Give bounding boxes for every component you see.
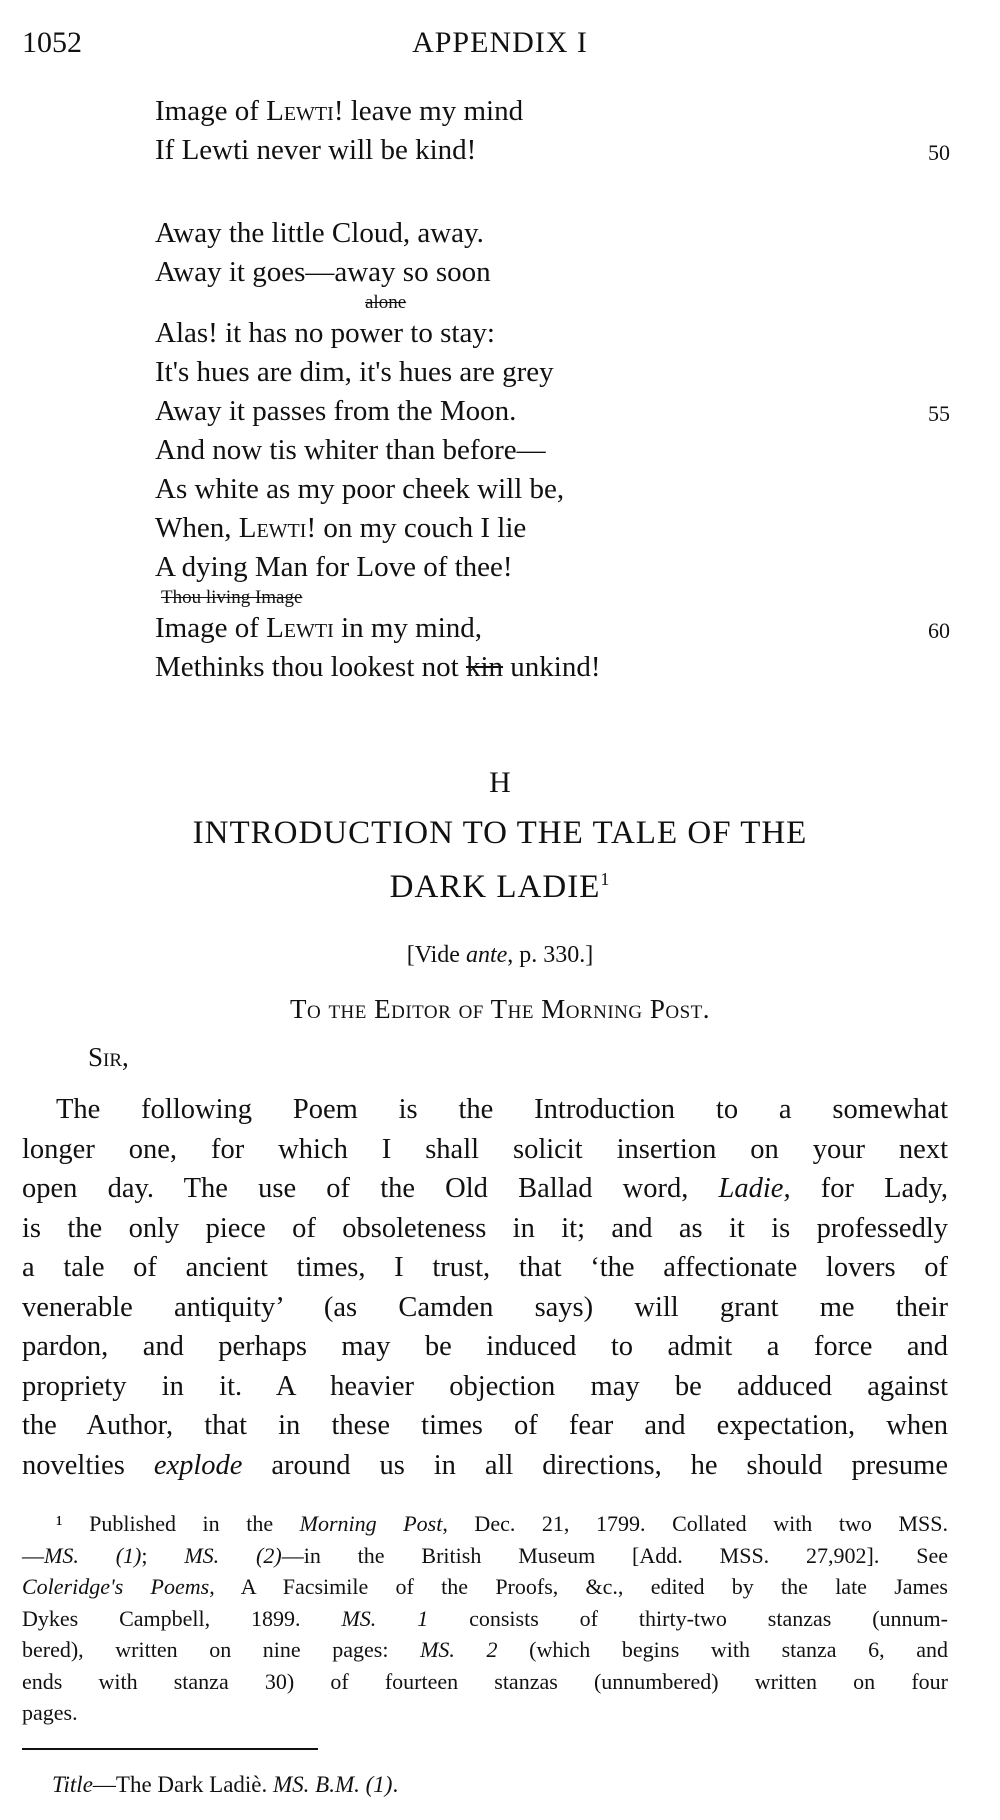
poem-line: It's hues are dim, it's hues are grey (155, 356, 554, 388)
manuscript-variant: Thou living Image (161, 587, 303, 608)
footnote-line: ends with stanza 30) of fourteen stanzas (unnumbered) written on four (22, 1668, 948, 1694)
poem-line: Image of Lewti in my mind, 60 (155, 609, 975, 648)
line-number: 50 (928, 140, 950, 165)
poem-line: Away it passes from the Moon. 55 (155, 392, 975, 431)
footnote-line: Dykes Campbell, 1899. MS. 1 consists of thirty-two stanzas (unnum- (22, 1605, 948, 1631)
text-line: open day. The use of the Old Ballad word, Ladie, for Lady, (22, 1173, 948, 1204)
manuscript-variant: alone (365, 292, 407, 313)
poem-line: As white as my poor cheek will be, (155, 473, 565, 505)
running-head: APPENDIX I (412, 26, 588, 59)
cross-reference: [Vide ante, p. 330.] (406, 942, 594, 968)
letter-address: To the Editor of The Morning Post. (289, 994, 711, 1024)
text-line: propriety in it. A heavier objection may be adduced against (22, 1370, 948, 1402)
poem-line: Away the little Cloud, away. (155, 217, 484, 249)
text-line: The following Poem is the Introduction to a somewhat (56, 1094, 948, 1125)
footnote (22, 1508, 948, 1729)
text-line: venerable antiquity’ (as Camden says) will grant me their (22, 1291, 948, 1323)
poem-line: And now tis whiter than before— (155, 434, 546, 466)
footnote-line: bered), written on nine pages: MS. 2 (which begins with stanza 6, and (22, 1637, 949, 1662)
footnote-line: —MS. (1); MS. (2)—in the British Museum [Add. MSS. 27,902]. See (22, 1542, 948, 1568)
page-header (22, 26, 978, 66)
title-variant-note: Title—The Dark Ladiè. MS. B.M. (1). (52, 1772, 399, 1797)
section-letter: H (489, 766, 511, 799)
poem-line: Alas! it has no power to stay: (155, 317, 495, 349)
footnote-ref: 1 (600, 869, 611, 889)
line-number: 60 (928, 618, 950, 643)
footnote-line: Coleridge's Poems, A Facsimile of the Proofs, &c., edited by the late James (22, 1574, 948, 1599)
body-text (22, 1090, 948, 1485)
poem-line: If Lewti never will be kind! 50 (155, 131, 975, 170)
text-line: pardon, and perhaps may be induced to admit a force and (22, 1331, 948, 1362)
footnote-line: ¹ Published in the Morning Post, Dec. 21, 1799. Collated with two MSS. (56, 1511, 948, 1536)
footnote-line: pages. (22, 1700, 78, 1725)
text-line: is the only piece of obsoleteness in it; and as it is professedly (22, 1212, 948, 1244)
text-line: a tale of ancient times, I trust, that ‘the affectionate lovers of (22, 1252, 948, 1283)
poem-line: When, Lewti! on my couch I lie (155, 512, 527, 544)
poem-line: Methinks thou lookest not kin unkind! (155, 651, 601, 683)
poem-line: A dying Man for Love of thee! (155, 551, 513, 583)
poem-block (155, 92, 975, 687)
poem-line: Image of Lewti! leave my mind (155, 95, 524, 127)
poem-line: Away it goes—away so soon (155, 256, 491, 288)
text-line: novelties explode around us in all directions, he should presume (22, 1449, 948, 1481)
page-number: 1052 (22, 26, 82, 59)
divider (22, 1748, 318, 1750)
line-number: 55 (928, 401, 950, 426)
text-line: the Author, that in these times of fear and expectation, when (22, 1410, 948, 1441)
salutation: Sir, (88, 1042, 129, 1072)
text-line: longer one, for which I shall solicit insertion on your next (22, 1133, 948, 1165)
section-title: INTRODUCTION TO THE TALE OF THE DARK LADIE$^1$ (192, 815, 808, 905)
